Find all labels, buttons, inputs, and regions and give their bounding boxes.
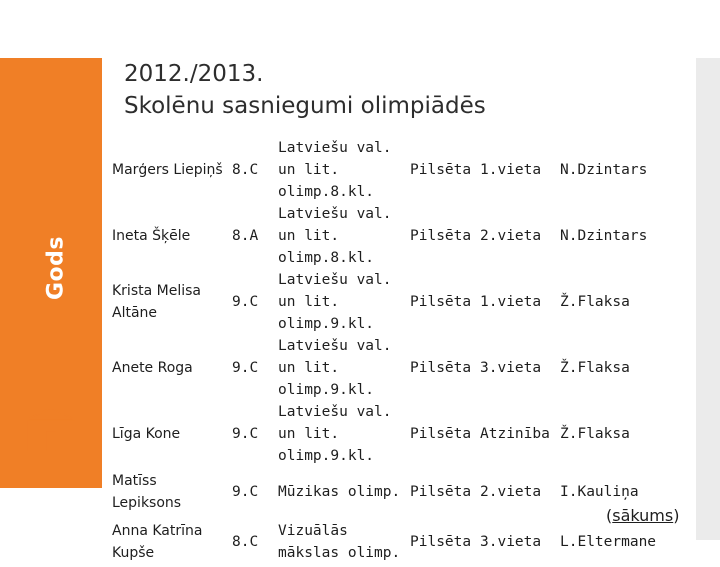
home-link[interactable]: sākums [612, 506, 674, 525]
teacher-name-cell: Ž.Flaksa [560, 360, 630, 376]
table-row [108, 517, 674, 567]
olympiad-name-cell: Mūzikas olimp. [278, 484, 401, 500]
olympiad-name-cell: Latviešu val. un lit. olimp.8.kl. [278, 206, 392, 266]
class-name-cell: 9.C [232, 294, 259, 310]
placement-cell: 2.vieta [480, 228, 542, 244]
teacher-name-cell: Ž.Flaksa [560, 426, 630, 442]
student-name-cell: Matīss Lepiksons [112, 473, 182, 511]
table-row [108, 203, 674, 269]
table-row [108, 335, 674, 401]
home-link-container [606, 506, 679, 525]
competition-level-cell: Pilsēta [410, 228, 472, 244]
class-name-cell: 8.A [232, 228, 259, 244]
right-edge-strip [696, 58, 720, 540]
table-row [108, 401, 674, 467]
placement-cell: 1.vieta [480, 294, 542, 310]
placement-cell: 3.vieta [480, 360, 542, 376]
sidebar-label: Gods [43, 235, 69, 301]
home-link-paren-close: ) [673, 506, 680, 525]
placement-cell: 1.vieta [480, 162, 542, 178]
teacher-name-cell: N.Dzintars [560, 162, 648, 178]
olympiad-name-cell: Latviešu val. un lit. olimp.9.kl. [278, 272, 392, 332]
student-name-cell: Ineta Šķēle [112, 228, 191, 244]
olympiad-name-cell: Latviešu val. un lit. olimp.9.kl. [278, 404, 392, 464]
teacher-name-cell: L.Eltermane [560, 534, 657, 550]
student-name-cell: Anete Roga [112, 360, 193, 376]
olympiad-name-cell: Vizuālās mākslas olimp. [278, 523, 401, 561]
competition-level-cell: Pilsēta [410, 162, 472, 178]
olympiad-name-cell: Latviešu val. un lit. olimp.9.kl. [278, 338, 392, 398]
teacher-name-cell: I.Kauliņa [560, 484, 639, 500]
competition-level-cell: Pilsēta [410, 360, 472, 376]
class-name-cell: 9.C [232, 360, 259, 376]
school-logo-icon [24, 404, 78, 462]
table-row [108, 137, 674, 203]
student-name-cell: Anna Katrīna Kupše [112, 523, 203, 561]
placement-cell: 2.vieta [480, 484, 542, 500]
class-name-cell: 9.C [232, 484, 259, 500]
competition-level-cell: Pilsēta [410, 294, 472, 310]
competition-level-cell: Pilsēta [410, 426, 472, 442]
page-title [124, 58, 486, 122]
placement-cell: Atzinība [480, 426, 550, 442]
table-body [108, 137, 674, 567]
home-link-paren-open: ( [606, 506, 613, 525]
class-name-cell: 8.C [232, 534, 259, 550]
competition-level-cell: Pilsēta [410, 484, 472, 500]
class-name-cell: 8.C [232, 162, 259, 178]
placement-cell: 3.vieta [480, 534, 542, 550]
olympiad-results-table [108, 137, 674, 567]
student-name-cell: Līga Kone [112, 426, 181, 442]
page-title-line-2: Skolēnu sasniegumi olimpiādēs [124, 93, 486, 119]
olympiad-name-cell: Latviešu val. un lit. olimp.8.kl. [278, 140, 392, 200]
competition-level-cell: Pilsēta [410, 534, 472, 550]
teacher-name-cell: N.Dzintars [560, 228, 648, 244]
table-row [108, 467, 674, 517]
table-row [108, 269, 674, 335]
page-title-line-1: 2012./2013. [124, 61, 264, 87]
student-name-cell: Marģers Liepiņš [112, 162, 223, 178]
class-name-cell: 9.C [232, 426, 259, 442]
teacher-name-cell: Ž.Flaksa [560, 294, 630, 310]
student-name-cell: Krista Melisa Altāne [112, 283, 201, 321]
